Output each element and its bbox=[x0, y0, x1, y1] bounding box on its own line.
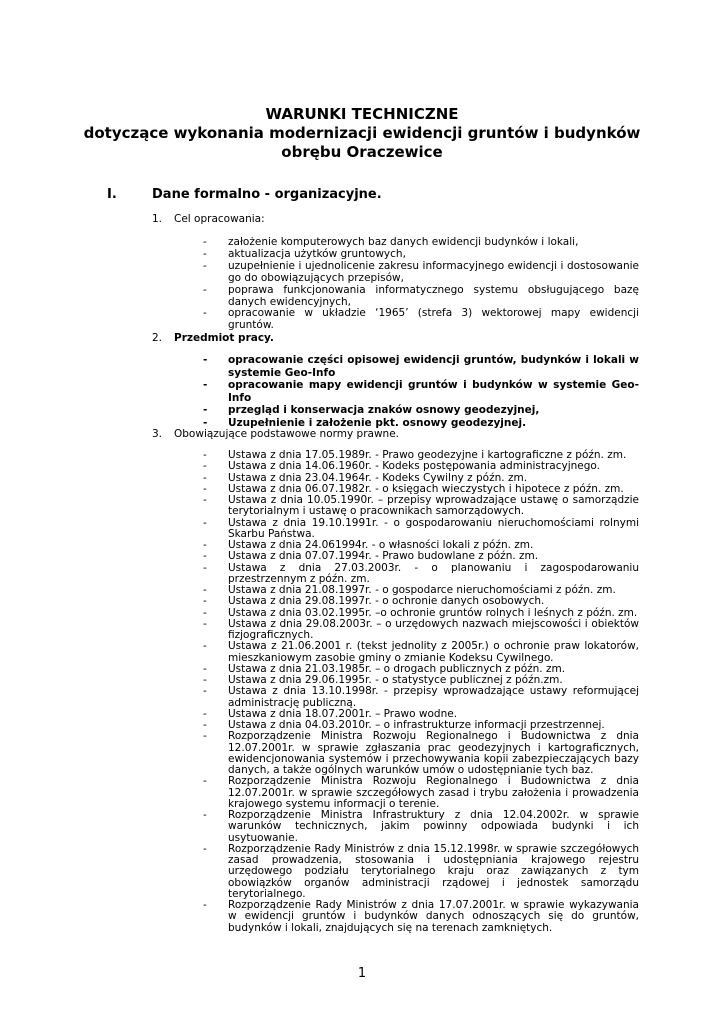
list-item: - Ustawa z dnia 21.03.1985r. – o drogach publicznych z późn. zm. bbox=[203, 662, 566, 675]
list-item: - Ustawa z dnia 17.05.1989r. - Prawo geodezyjne i kartograficzne z późn. zm. bbox=[203, 449, 627, 461]
item-1-number: 1. bbox=[152, 213, 163, 225]
item-3-number: 3. bbox=[152, 428, 163, 440]
list-item: - aktualizacja użytków gruntowych, bbox=[203, 247, 406, 260]
item-2-number: 2. bbox=[152, 332, 163, 344]
list-item: - założenie komputerowych baz danych ewidencji budynków i lokali, bbox=[203, 236, 579, 248]
list-item: - Ustawa z dnia 27.03.2003r. - o planowaniu i zagospodarowaniu przestrzennym z późn. zm. bbox=[203, 561, 639, 585]
list-item: - Rozporządzenie Ministra Infrastruktury z dnia 12.04.2002r. w sprawie warunków technicznych, jakim powinny odpowiada budynki i ich usytuowanie. bbox=[203, 809, 639, 844]
item-3-bullet-list bbox=[203, 450, 639, 934]
list-item: - opracowanie części opisowej ewidencji gruntów, budynków i lokali w systemie Geo-Info bbox=[203, 354, 639, 379]
item-2-label: Przedmiot pracy. bbox=[174, 332, 274, 344]
document-title-line3: obrębu Oraczewice bbox=[281, 143, 443, 161]
list-item: - Uzupełnienie i założenie pkt. osnowy geodezyjnej. bbox=[203, 416, 527, 429]
list-item: - Ustawa z dnia 13.10.1998r. - przepisy wprowadzające ustawy reformującej administrację publiczną. bbox=[203, 685, 639, 709]
document-title-line2: dotyczące wykonania modernizacji ewidencji gruntów i budynków bbox=[83, 124, 641, 142]
page-number: 1 bbox=[357, 966, 367, 981]
section-title: Dane formalno - organizacyjne. bbox=[152, 187, 382, 202]
item-2-bullet-list bbox=[203, 354, 639, 429]
list-item: - Ustawa z dnia 21.08.1997r. - o gospodarce nieruchomościami z późn. zm. bbox=[203, 584, 616, 596]
list-item: - Ustawa z dnia 07.07.1994r. - Prawo budowlane z późn. zm. bbox=[203, 550, 539, 563]
list-item: - Ustawa z dnia 04.03.2010r. – o infrastrukturze informacji przestrzennej. bbox=[203, 719, 605, 731]
list-item: - Ustawa z dnia 19.10.1991r. - o gospodarowaniu nieruchomościami rolnymi Skarbu Państwa. bbox=[203, 516, 639, 540]
list-item: - Ustawa z dnia 29.08.2003r. – o urzędowych nazwach miejscowości i obiektów fizjograficznych. bbox=[203, 617, 639, 641]
item-1-bullet-list bbox=[203, 237, 639, 332]
section-number: I. bbox=[107, 187, 117, 202]
list-item: - Ustawa z dnia 23.04.1964r. - Kodeks Cywilny z późn. zm. bbox=[203, 471, 528, 484]
list-item: - Ustawa z dnia 18.07.2001r. – Prawo wodne. bbox=[203, 707, 458, 720]
list-item: - Ustawa z dnia 06.07.1982r. - o księgach wieczystych i hipotece z późn. zm. bbox=[203, 482, 624, 495]
list-item: - Ustawa z dnia 24.061994r. - o własności lokali z późn. zm. bbox=[203, 539, 534, 551]
list-item: - Ustawa z dnia 29.06.1995r. - o statystyce publicznej z późn.zm. bbox=[203, 674, 563, 686]
list-item: - Ustawa z dnia 03.02.1995r. –o ochronie gruntów rolnych i leśnych z późn. zm. bbox=[203, 606, 638, 619]
list-item: - Rozporządzenie Rady Ministrów z dnia 15.12.1998r. w sprawie szczegółowych zasad prowadzenia, stosowania i udostępniania krajowego rejestru urzędowego podziału terytorialnego kraju oraz zawiązanych z tym obowiązków organów administracji rządowej i jednostek samorządu terytorialnego. bbox=[203, 842, 639, 900]
list-item: - poprawa funkcjonowania informatycznego systemu obsługującego bazę danych ewidencyjnych, bbox=[203, 283, 639, 308]
list-item: - opracowanie mapy ewidencji gruntów i budynków w systemie Geo-Info bbox=[203, 379, 639, 404]
list-item: - Rozporządzenie Ministra Rozwoju Regionalnego i Budownictwa z dnia 12.07.2001r. w sprawie szczegółowych zasad i trybu założenia i prowadzenia krajowego systemu informacji o terenie. bbox=[203, 775, 639, 810]
list-item: - uzupełnienie i ujednolicenie zakresu informacyjnego ewidencji i dostosowanie go do obowiązujących przepisów, bbox=[203, 259, 639, 284]
list-item: - Rozporządzenie Ministra Rozwoju Regionalnego i Budownictwa z dnia 12.07.2001r. w sprawie zgłaszania prac geodezyjnych i kartograficznych, ewidencjonowania systemów i przechowywania kopii zabezpieczających bazy danych, a także ogólnych warunków umów o udostępnianie tych baz. bbox=[203, 730, 639, 776]
list-item: - opracowanie w układzie ‘1965’ (strefa 3) wektorowej mapy ewidencji gruntów. bbox=[203, 307, 639, 332]
item-3-label: Obowiązujące podstawowe normy prawne. bbox=[174, 428, 400, 440]
list-item: - Ustawa z 21.06.2001 r. (tekst jednolity z 2005r.) o ochronie praw lokatorów, mieszkaniowym zasobie gminy o zmianie Kodeksu Cywilnego. bbox=[203, 640, 639, 664]
list-item: - przegląd i konserwacja znaków osnowy geodezyjnej, bbox=[203, 404, 540, 416]
list-item: - Ustawa z dnia 10.05.1990r. – przepisy wprowadzające ustawę o samorządzie terytorialnym i ustawę o pracownikach samorządowych. bbox=[203, 494, 639, 518]
document-title-line1: WARUNKI TECHNICZNE bbox=[265, 105, 459, 123]
item-1-label: Cel opracowania: bbox=[174, 213, 265, 225]
list-item: - Ustawa z dnia 14.06.1960r. - Kodeks postępowania administracyjnego. bbox=[203, 460, 601, 473]
list-item: - Rozporządzenie Rady Ministrów z dnia 17.07.2001r. w sprawie wykazywania w ewidencji gruntów i budynków danych odnoszących się do gruntów, budynków i lokali, znajdujących się na terenach zamkniętych. bbox=[203, 899, 639, 934]
list-item: - Ustawa z dnia 29.08.1997r. - o ochronie danych osobowych. bbox=[203, 595, 545, 608]
